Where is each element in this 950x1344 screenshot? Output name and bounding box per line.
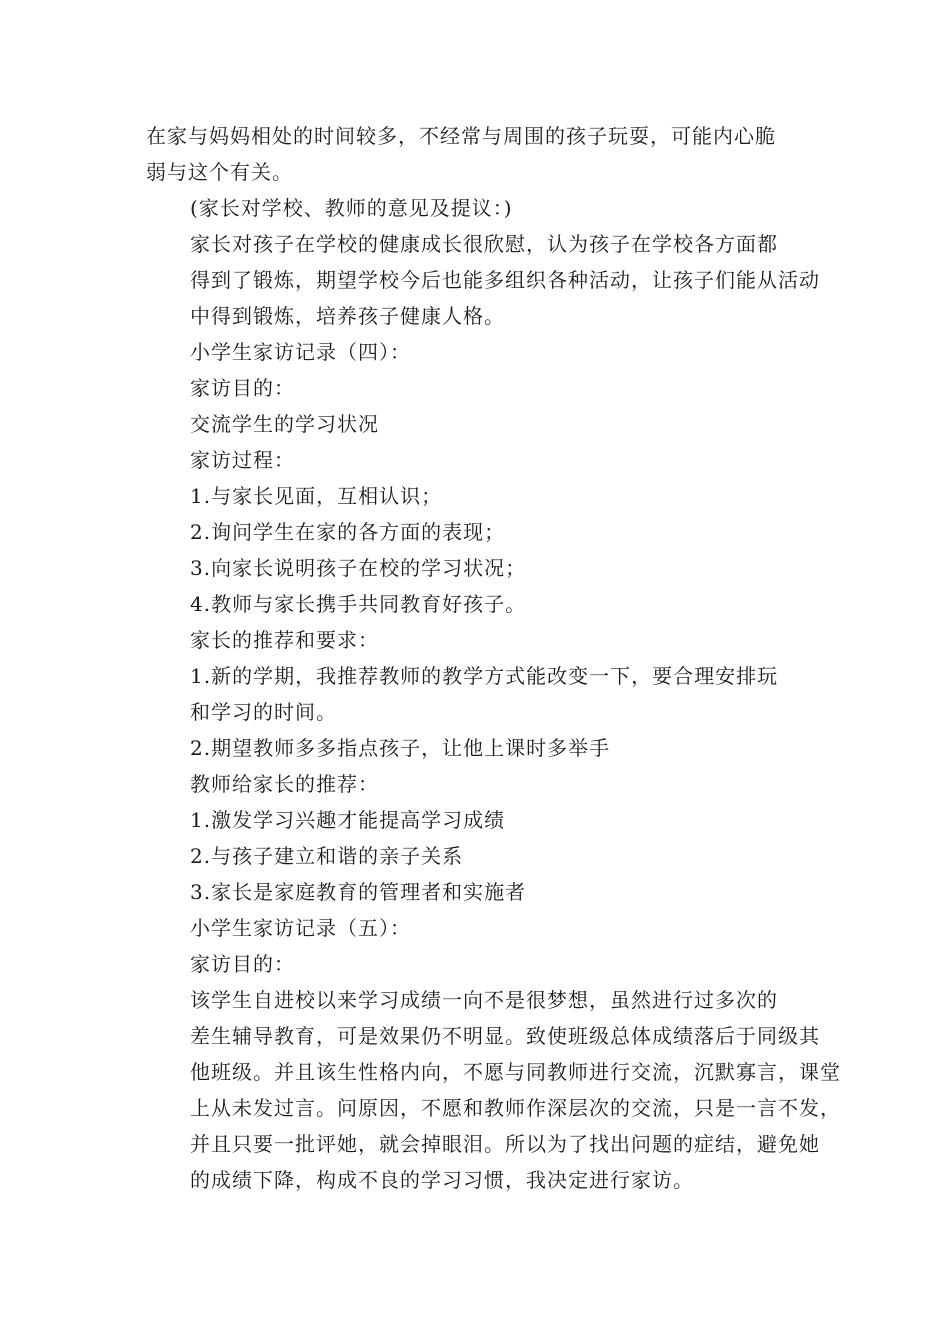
- text-line: 得到了锻炼，期望学校今后也能多组织各种活动，让孩子们能从活动: [190, 268, 820, 292]
- paragraph: [146, 550, 806, 586]
- paragraph: [146, 946, 806, 982]
- text-line: 家访目的：: [190, 376, 295, 400]
- text-line: 在家与妈妈相处的时间较多，不经常与周围的孩子玩耍，可能内心脆: [146, 124, 776, 148]
- paragraph: [146, 190, 806, 226]
- paragraph: [146, 226, 820, 334]
- paragraph: [146, 334, 806, 370]
- paragraph: [146, 982, 841, 1198]
- text-line: 该学生自进校以来学习成绩一向不是很梦想，虽然进行过多次的: [190, 988, 778, 1012]
- text-line: 他班级。并且该生性格内向，不愿与同教师进行交流，沉默寡言，课堂: [190, 1060, 841, 1084]
- text-line: 3.家长是家庭教育的管理者和实施者: [190, 880, 527, 904]
- document-body: [146, 118, 841, 1198]
- paragraph: [146, 118, 806, 190]
- paragraph: [146, 802, 806, 838]
- paragraph: [146, 874, 806, 910]
- text-line: 弱与这个有关。: [146, 160, 293, 184]
- text-line: 1.新的学期，我推荐教师的教学方式能改变一下，要合理安排玩: [190, 664, 779, 688]
- paragraph: [146, 658, 806, 730]
- text-line: 家访目的：: [190, 952, 295, 976]
- paragraph: [146, 838, 806, 874]
- text-line: 中得到锻炼，培养孩子健康人格。: [190, 304, 505, 328]
- paragraph: [146, 910, 806, 946]
- text-line: 2.期望教师多多指点孩子，让他上课时多举手: [190, 736, 611, 760]
- paragraph: [146, 622, 806, 658]
- text-line: 2.与孩子建立和谐的亲子关系: [190, 844, 464, 868]
- paragraph: [146, 478, 806, 514]
- paragraph: [146, 730, 806, 766]
- text-line: 家长对孩子在学校的健康成长很欣慰，认为孩子在学校各方面都: [190, 232, 778, 256]
- text-line: 差生辅导教育，可是效果仍不明显。致使班级总体成绩落后于同级其: [190, 1024, 820, 1048]
- paragraph: [146, 514, 806, 550]
- paragraph: [146, 406, 806, 442]
- paragraph: [146, 442, 806, 478]
- text-line: (家长对学校、教师的意见及提议：): [190, 196, 513, 220]
- text-line: 小学生家访记录（五）：: [190, 916, 411, 940]
- text-line: 交流学生的学习状况: [190, 412, 379, 436]
- text-line: 和学习的时间。: [190, 700, 337, 724]
- text-line: 小学生家访记录（四）：: [190, 340, 411, 364]
- text-line: 4.教师与家长携手共同教育好孩子。: [190, 592, 527, 616]
- paragraph: [146, 370, 806, 406]
- text-line: 1.与家长见面，互相认识；: [190, 484, 443, 508]
- text-line: 2.询问学生在家的各方面的表现；: [190, 520, 506, 544]
- text-line: 1.激发学习兴趣才能提高学习成绩: [190, 808, 506, 832]
- text-line: 教师给家长的推荐：: [190, 772, 379, 796]
- paragraph: [146, 766, 806, 802]
- text-line: 上从未发过言。问原因，不愿和教师作深层次的交流，只是一言不发，: [190, 1096, 841, 1120]
- text-line: 并且只要一批评她，就会掉眼泪。所以为了找出问题的症结，避免她: [190, 1132, 820, 1156]
- paragraph: [146, 586, 806, 622]
- text-line: 家长的推荐和要求：: [190, 628, 379, 652]
- text-line: 3.向家长说明孩子在校的学习状况；: [190, 556, 527, 580]
- text-line: 家访过程：: [190, 448, 295, 472]
- text-line: 的成绩下降，构成不良的学习习惯，我决定进行家访。: [190, 1168, 694, 1192]
